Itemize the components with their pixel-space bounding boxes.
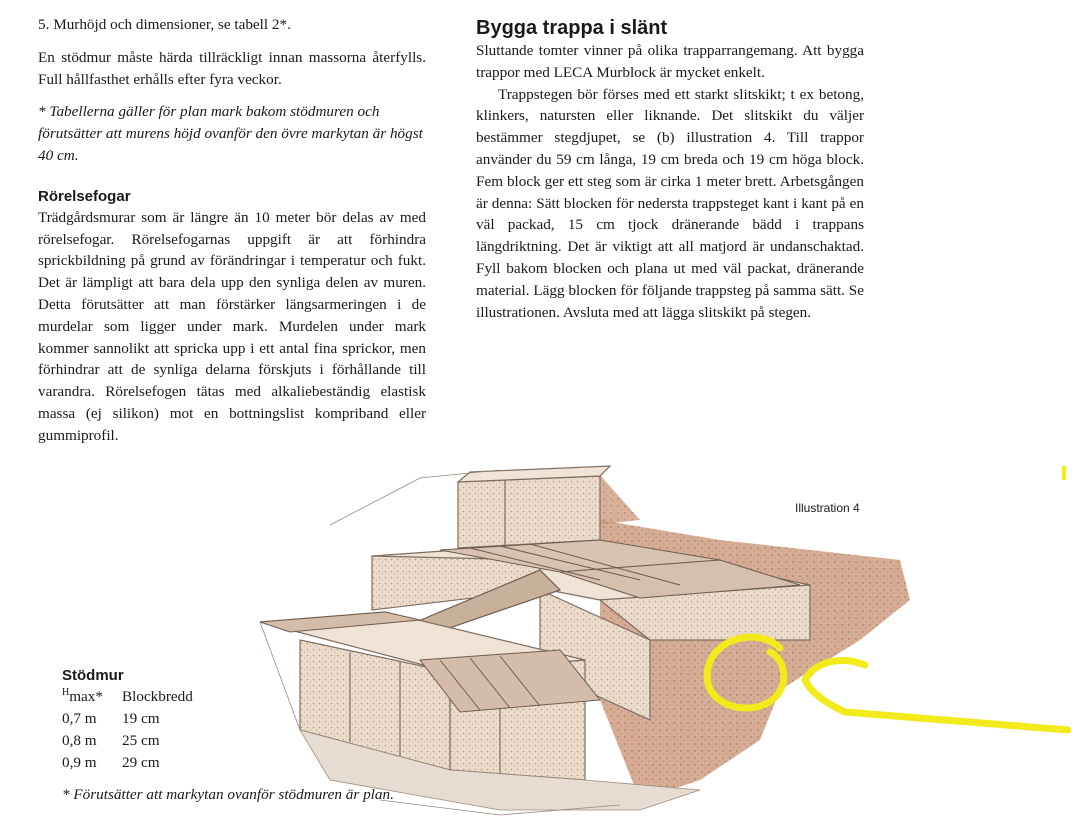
highlight-mark [1062,466,1066,480]
row-width: 25 cm [122,732,160,749]
trappa-instructions-paragraph: Trappstegen bör förses med ett starkt slitskikt; t ex betong, klinkers, natursten eller liknande. Det slitskikt du väljer bestämmer stegdjupet, se (b) illustration 4. Till trappor använder du 59 cm långa, 19 cm breda och 19 cm höga block. Fem block ger ett steg som är cirka 1 meter brett. Arbetsgången är denna: Sätt blocken för nedersta trappsteget kant i kant på en väl packad, 15 cm tjock dränerande bädd i trappans längdriktning. Det är viktigt att all matjord är undanschaktad. Fyll bakom blocken och plana ut med väl packat, dränerande material. Lägg blocken för följande trappsteg på samma sätt. Se illustrationen. Avsluta med att lägga slitskikt på stegen. [476,85,864,321]
left-column [38,14,426,447]
row-height: 0,9 m [62,754,97,771]
col-header-hmax: max* [69,688,103,705]
section-heading-rorelsefogar: Rörelsefogar [38,187,131,205]
list-item-5: 5. Murhöjd och dimensioner, se tabell 2*. [38,16,291,33]
h-mark: H [62,686,70,698]
section-title-trappa: Bygga trappa i slänt [476,17,668,39]
rorelsefogar-paragraph: Trädgårdsmurar som är längre än 10 meter bör delas av med rörelsefogar. Rörelsefogarnas uppgift är att förhindra sprickbildning på grund av förändringar i temperatur och fukt. Det är lämpligt att bara dela upp den synliga delen av muren. Detta förutsätter att man förstärker längsarmeringen i de murdelar som ligger under mark. Murdelen under mark kommer sannolikt att spricka upp i ett antal fina sprickor, men förhindrar att de synliga delarna förskjuts i förhållande till varandra. Rörelsefogen tätas med alkaliebeständig elastisk massa (ej silikon) mot en bottningslist kompriband eller gummiprofil. [38,208,426,444]
table-row [62,708,462,730]
trappa-intro-paragraph: Sluttande tomter vinner på olika trapparrangemang. Att bygga trappor med LECA Murblock är mycket enkelt. [476,42,864,81]
row-height: 0,7 m [62,710,97,727]
table-header-row [62,686,462,708]
table-footnote: * Förutsätter att markytan ovanför stödmuren är plan. [62,786,394,803]
right-column [476,16,864,323]
row-height: 0,8 m [62,732,97,749]
col-header-blockbredd: Blockbredd [122,688,193,705]
stodmur-table [62,666,462,774]
row-width: 19 cm [122,710,160,727]
top-step-block [458,466,610,548]
cure-paragraph: En stödmur måste härda tillräckligt innan massorna återfylls. Full hållfasthet erhålls efter fyra veckor. [38,48,426,88]
illustration-label: Illustration 4 [795,501,860,515]
row-width: 29 cm [122,754,160,771]
table-note: * Tabellerna gäller för plan mark bakom stödmuren och förutsätter att murens höjd ovanför den övre markytan är högst 40 cm. [38,103,423,164]
table-title: Stödmur [62,667,124,684]
table-row [62,752,462,774]
table-row [62,730,462,752]
